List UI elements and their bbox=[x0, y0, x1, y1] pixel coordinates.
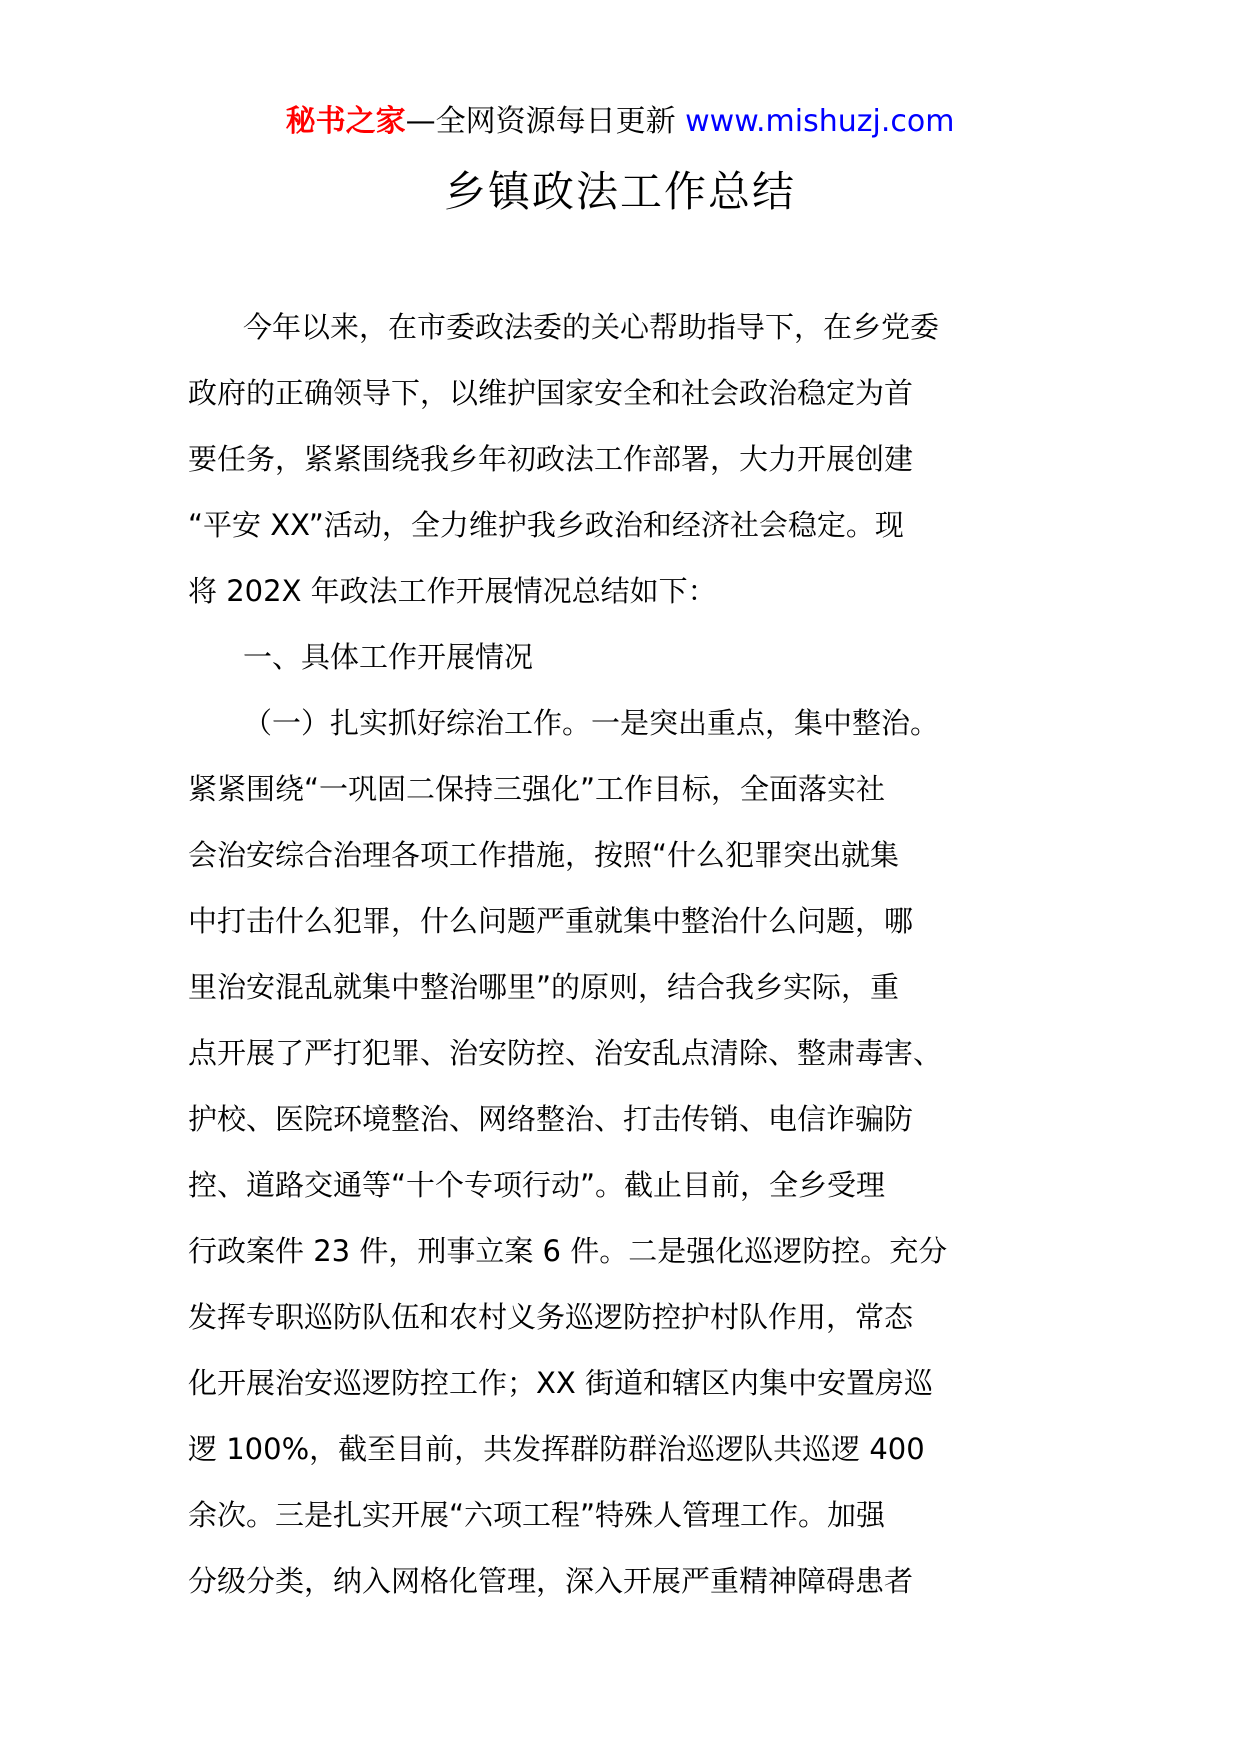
paragraph-line: 政府的正确领导下，以维护国家安全和社会政治稳定为首 bbox=[188, 376, 914, 410]
paragraph-line: 会治安综合治理各项工作措施，按照“什么犯罪突出就集 bbox=[188, 838, 900, 872]
paragraph-line: 发挥专职巡防队伍和农村义务巡逻防控护村队作用，常态 bbox=[188, 1300, 914, 1334]
paragraph-line: 要任务，紧紧围绕我乡年初政法工作部署，大力开展创建 bbox=[188, 442, 914, 476]
site-banner bbox=[0, 100, 1240, 144]
paragraph-line: 今年以来，在市委政法委的关心帮助指导下，在乡党委 bbox=[243, 310, 940, 344]
paragraph-line: 化开展治安巡逻防控工作；XX 街道和辖区内集中安置房巡 bbox=[188, 1366, 933, 1400]
paragraph-line: 行政案件 23 件，刑事立案 6 件。二是强化巡逻防控。充分 bbox=[188, 1234, 948, 1268]
paragraph-line: 点开展了严打犯罪、治安防控、治安乱点清除、整肃毒害、 bbox=[188, 1036, 943, 1070]
section-heading: 一、具体工作开展情况 bbox=[243, 640, 534, 674]
paragraph-line: “平安 XX”活动，全力维护我乡政治和经济社会稳定。现 bbox=[188, 508, 904, 542]
paragraph-line: 护校、医院环境整治、网络整治、打击传销、电信诈骗防 bbox=[188, 1102, 914, 1136]
paragraph-line: 紧紧围绕“一巩固二保持三强化”工作目标，全面落实社 bbox=[188, 772, 886, 806]
paragraph-line: 中打击什么犯罪，什么问题严重就集中整治什么问题，哪 bbox=[188, 904, 914, 938]
paragraph-line: 里治安混乱就集中整治哪里”的原则，结合我乡实际，重 bbox=[188, 970, 900, 1004]
brand-name: 秘书之家 bbox=[285, 104, 406, 139]
site-url-link[interactable]: www.mishuzj.com bbox=[685, 104, 955, 139]
banner-tagline: —全网资源每日更新 bbox=[405, 104, 686, 139]
paragraph-line: 控、道路交通等“十个专项行动”。截止目前，全乡受理 bbox=[188, 1168, 886, 1202]
paragraph-line: 余次。三是扎实开展“六项工程”特殊人管理工作。加强 bbox=[188, 1498, 886, 1532]
paragraph-line: 逻 100%，截至目前，共发挥群防群治巡逻队共巡逻 400 bbox=[188, 1432, 925, 1466]
paragraph-line: 分级分类，纳入网格化管理，深入开展严重精神障碍患者 bbox=[188, 1564, 914, 1598]
paragraph-line: （一）扎实抓好综治工作。一是突出重点，集中整治。 bbox=[243, 706, 940, 740]
document-title: 乡镇政法工作总结 bbox=[443, 167, 796, 216]
paragraph-line: 将 202X 年政法工作开展情况总结如下： bbox=[188, 574, 717, 608]
document-body bbox=[188, 294, 1054, 1614]
